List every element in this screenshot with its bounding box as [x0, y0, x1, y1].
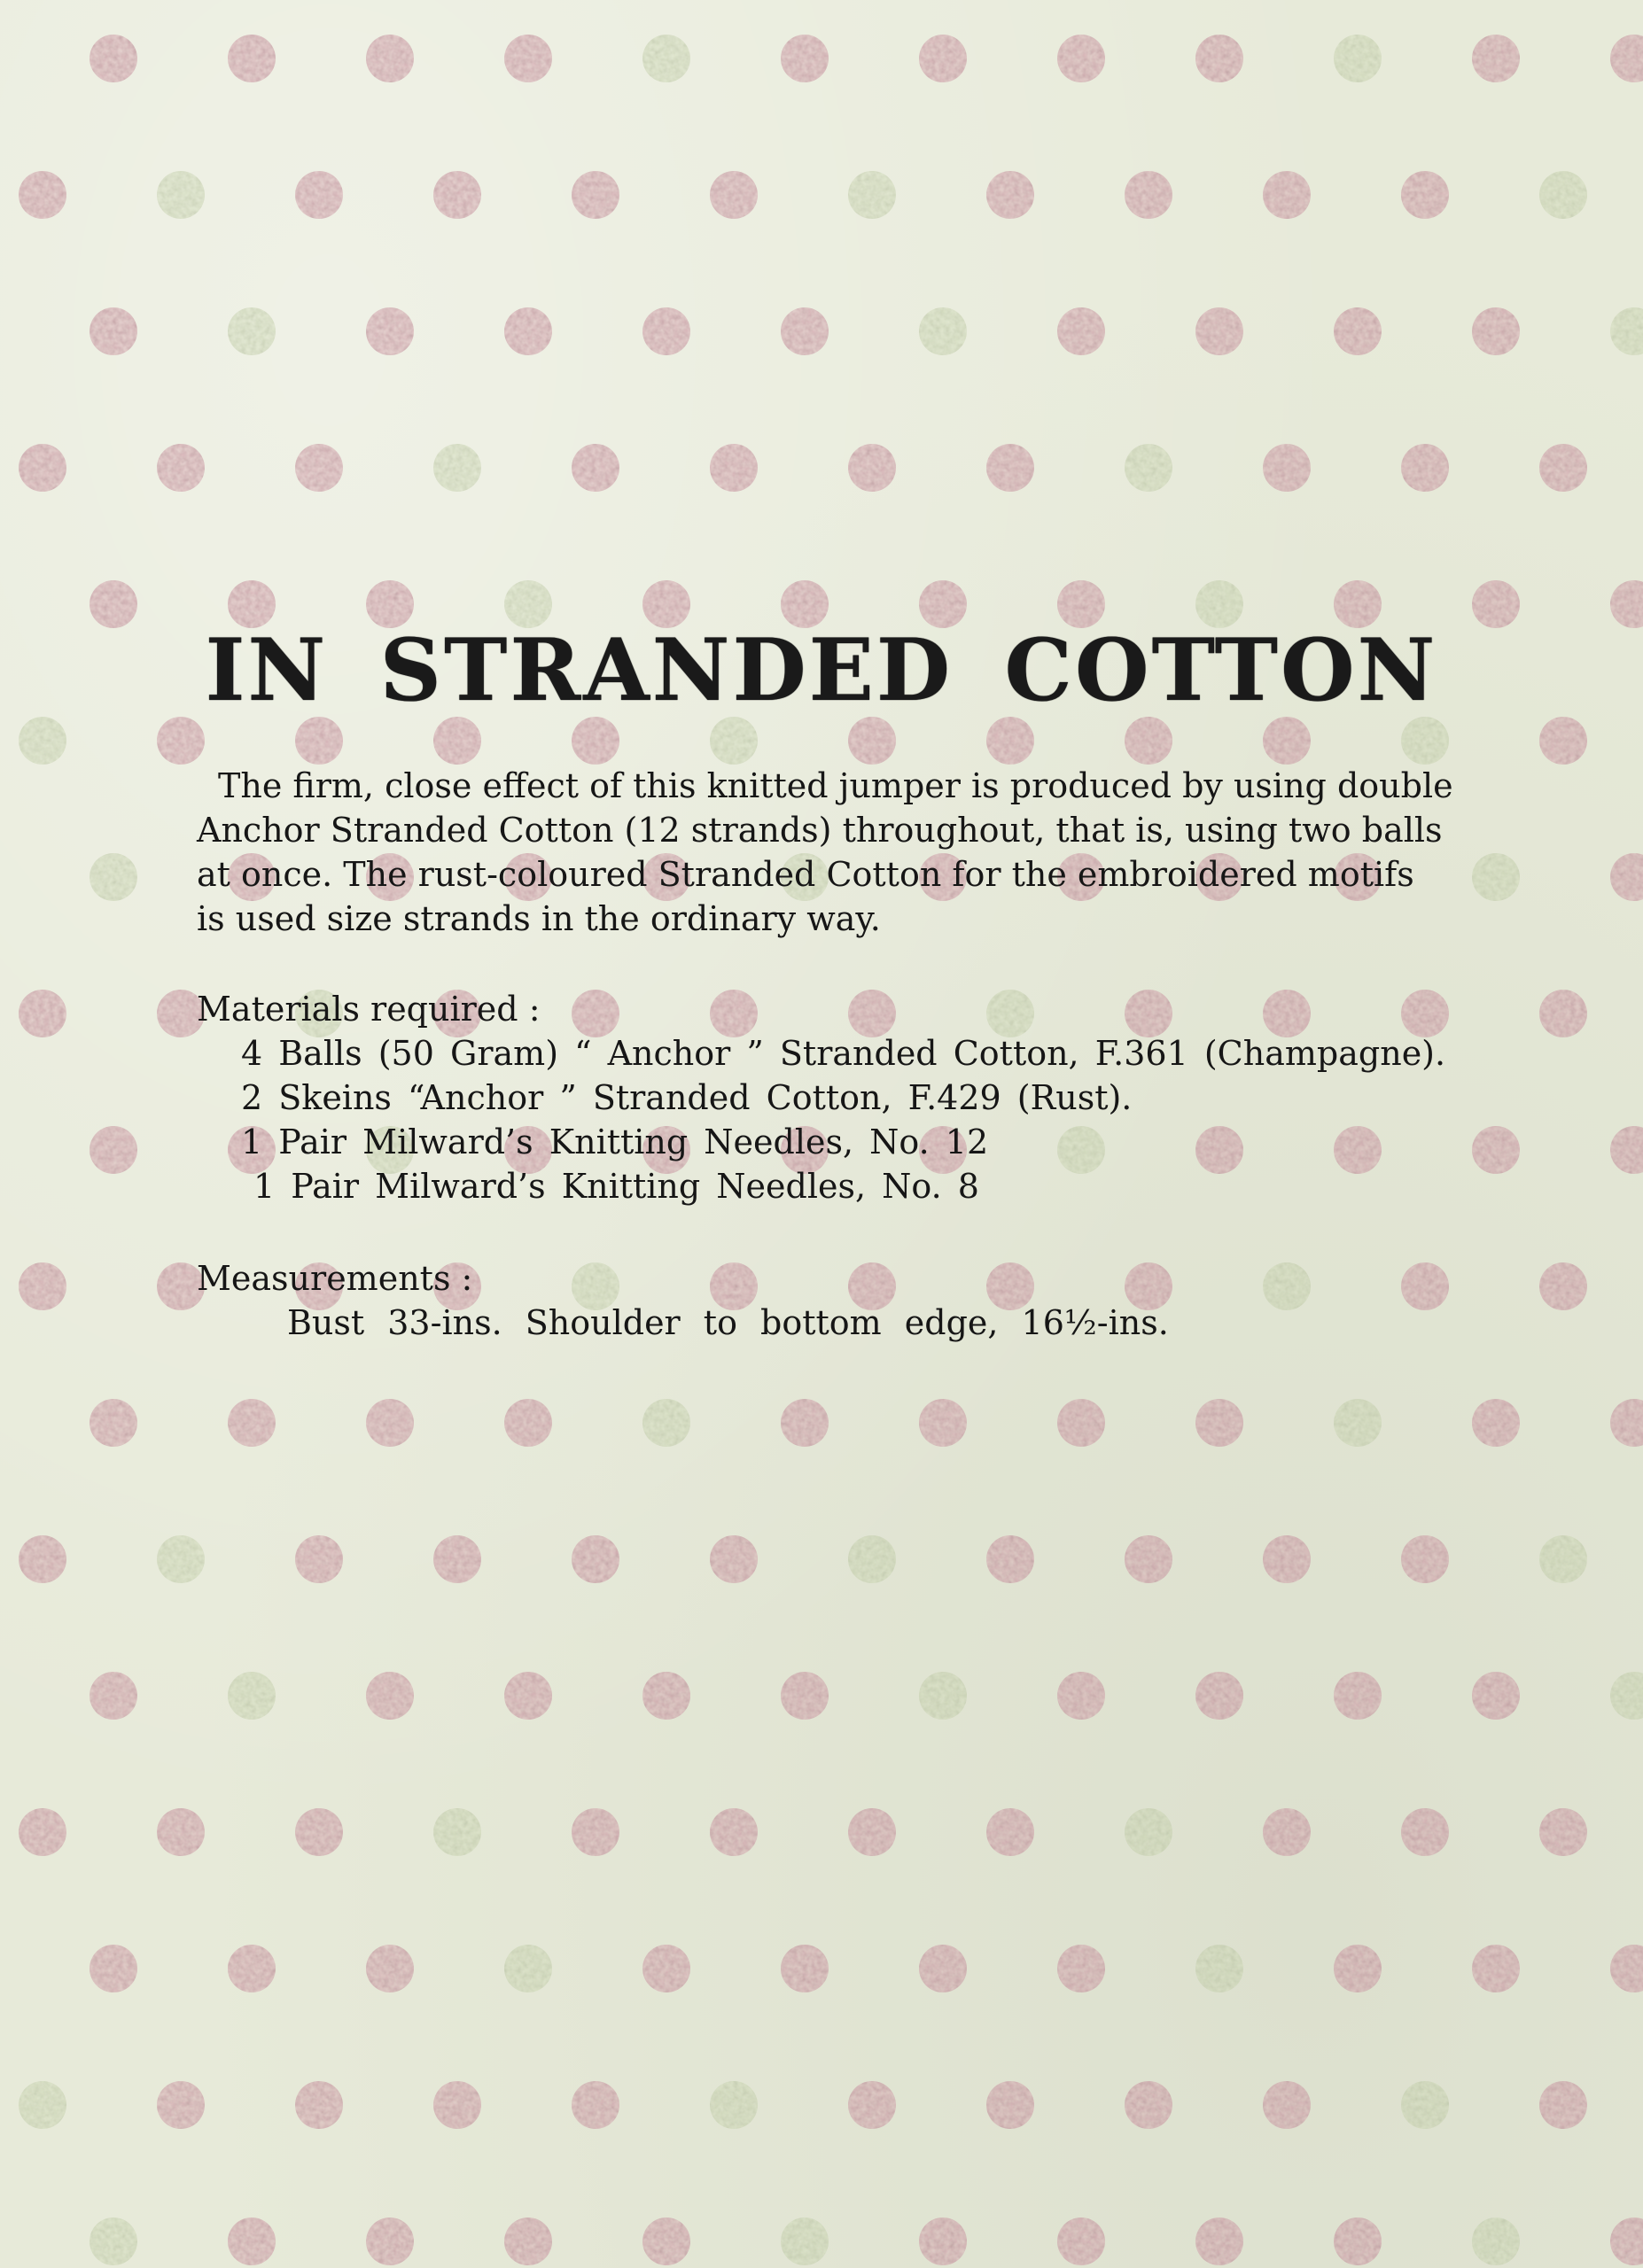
polka-dot [1263, 2081, 1311, 2129]
polka-dot [1401, 1262, 1449, 1310]
polka-dot [19, 171, 66, 219]
polka-dot [90, 307, 137, 355]
polka-dot [572, 717, 619, 765]
polka-dot [1539, 1808, 1587, 1856]
polka-dot [1263, 717, 1311, 765]
polka-dot [1401, 171, 1449, 219]
polka-dot [504, 307, 552, 355]
polka-dot [1610, 2218, 1643, 2265]
polka-dot [1334, 2218, 1382, 2265]
polka-dot [848, 990, 896, 1037]
polka-dot [90, 2218, 137, 2265]
polka-dot [19, 717, 66, 765]
intro-line: is used size strands in the ordinary way. [197, 899, 881, 938]
polka-dot [433, 171, 481, 219]
polka-dot [1334, 1672, 1382, 1720]
polka-dot [572, 1808, 619, 1856]
polka-dot [1125, 1535, 1172, 1583]
polka-dot [19, 1262, 66, 1310]
polka-dot [1610, 853, 1643, 901]
intro-line: Anchor Stranded Cotton (12 strands) throughout, that is, using two balls [197, 811, 1443, 850]
polka-dot [433, 444, 481, 492]
polka-dot [157, 171, 205, 219]
polka-dot [1125, 1808, 1172, 1856]
polka-dot [781, 35, 829, 82]
polka-dot [1263, 171, 1311, 219]
materials-item: 4 Balls (50 Gram) “ Anchor ” Stranded Cotton, F.361 (Champagne). [241, 1034, 1446, 1073]
polka-dot [504, 2218, 552, 2265]
polka-dot [1539, 2081, 1587, 2129]
polka-dot [848, 2081, 896, 2129]
polka-dot [781, 307, 829, 355]
materials-heading: Materials required : [197, 990, 541, 1029]
polka-dot [433, 717, 481, 765]
polka-dot [1472, 2218, 1520, 2265]
polka-dot [1539, 171, 1587, 219]
polka-dot [710, 2081, 758, 2129]
polka-dot [1472, 1399, 1520, 1447]
polka-dot [1610, 1672, 1643, 1720]
polka-dot [90, 35, 137, 82]
measurements-heading: Measurements : [197, 1259, 473, 1298]
polka-dot [1125, 990, 1172, 1037]
polka-dot [919, 1399, 967, 1447]
polka-dot [1195, 1945, 1243, 1992]
polka-dot [1057, 35, 1105, 82]
polka-dot [572, 1535, 619, 1583]
polka-dot [1539, 717, 1587, 765]
polka-dot [1057, 1672, 1105, 1720]
polka-dot [295, 444, 343, 492]
polka-dot [1057, 1399, 1105, 1447]
intro-paragraph [197, 764, 1482, 941]
polka-dot [848, 717, 896, 765]
polka-dot [1610, 307, 1643, 355]
polka-dot [366, 2218, 414, 2265]
polka-dot [642, 307, 690, 355]
polka-dot [1401, 717, 1449, 765]
polka-dot [781, 1672, 829, 1720]
polka-dot [986, 444, 1034, 492]
polka-dot [157, 717, 205, 765]
polka-dot [1472, 307, 1520, 355]
polka-dot [228, 307, 276, 355]
polka-dot [1401, 990, 1449, 1037]
polka-dot [228, 1672, 276, 1720]
polka-dot [1057, 1945, 1105, 1992]
polka-dot [90, 1126, 137, 1174]
intro-line: at once. The rust-coloured Stranded Cotton for the embroidered motifs [197, 855, 1414, 894]
materials-list [241, 1031, 1445, 1208]
materials-item: 1 Pair Milward’s Knitting Needles, No. 12 [241, 1122, 989, 1161]
polka-dot [710, 990, 758, 1037]
polka-dot [1610, 35, 1643, 82]
polka-dot [366, 307, 414, 355]
polka-dot [642, 2218, 690, 2265]
materials-item: 1 Pair Milward’s Knitting Needles, No. 8 [253, 1167, 979, 1206]
polka-dot [1195, 1399, 1243, 1447]
polka-dot [986, 1535, 1034, 1583]
polka-dot [90, 1945, 137, 1992]
polka-dot [642, 1399, 690, 1447]
polka-dot [572, 444, 619, 492]
polka-dot [710, 717, 758, 765]
polka-dot [642, 1672, 690, 1720]
polka-dot [90, 853, 137, 901]
polka-dot [366, 1672, 414, 1720]
polka-dot [1195, 1672, 1243, 1720]
polka-dot [919, 35, 967, 82]
polka-dot [919, 1672, 967, 1720]
polka-dot [1539, 990, 1587, 1037]
polka-dot [1195, 307, 1243, 355]
polka-dot [1334, 1399, 1382, 1447]
polka-dot [986, 990, 1034, 1037]
polka-dot [1472, 1945, 1520, 1992]
polka-dot [295, 1808, 343, 1856]
polka-dot [1263, 444, 1311, 492]
polka-dot [1263, 990, 1311, 1037]
polka-dot [433, 1535, 481, 1583]
polka-dot [710, 444, 758, 492]
polka-dot [295, 171, 343, 219]
polka-dot [919, 1945, 967, 1992]
polka-dot [1539, 1535, 1587, 1583]
polka-dot [433, 2081, 481, 2129]
polka-dot [295, 2081, 343, 2129]
polka-dot [366, 1399, 414, 1447]
polka-dot [710, 1808, 758, 1856]
polka-dot [986, 171, 1034, 219]
polka-dot [1125, 171, 1172, 219]
polka-dot [19, 1808, 66, 1856]
polka-dot [1401, 444, 1449, 492]
polka-dot [986, 1808, 1034, 1856]
polka-dot [710, 1535, 758, 1583]
polka-dot [1539, 1262, 1587, 1310]
polka-dot [295, 1535, 343, 1583]
polka-dot [1401, 1535, 1449, 1583]
polka-dot [228, 2218, 276, 2265]
polka-dot [1401, 2081, 1449, 2129]
polka-dot [366, 1945, 414, 1992]
polka-dot [19, 444, 66, 492]
polka-dot [228, 1399, 276, 1447]
polka-dot [157, 444, 205, 492]
polka-dot [366, 35, 414, 82]
intro-line: The firm, close effect of this knitted jumper is produced by using double [218, 766, 1453, 805]
polka-dot [781, 1945, 829, 1992]
polka-dot [572, 990, 619, 1037]
polka-dot [295, 717, 343, 765]
polka-dot [1195, 2218, 1243, 2265]
polka-dot [1263, 1262, 1311, 1310]
polka-dot [1610, 1399, 1643, 1447]
polka-dot [157, 1535, 205, 1583]
page-title: IN STRANDED COTTON [205, 620, 1438, 720]
polka-dot [642, 35, 690, 82]
polka-dot [228, 35, 276, 82]
polka-dot [1263, 1808, 1311, 1856]
polka-dot [1334, 35, 1382, 82]
polka-dot [1334, 1945, 1382, 1992]
polka-dot [1401, 1808, 1449, 1856]
polka-dot [1125, 717, 1172, 765]
polka-dot [228, 1945, 276, 1992]
polka-dot [504, 35, 552, 82]
polka-dot [1539, 444, 1587, 492]
polka-dot [781, 2218, 829, 2265]
polka-dot [1057, 307, 1105, 355]
polka-dot [19, 990, 66, 1037]
polka-dot [1334, 307, 1382, 355]
polka-dot [1125, 2081, 1172, 2129]
polka-dot [781, 1399, 829, 1447]
polka-dot [157, 2081, 205, 2129]
polka-dot [986, 2081, 1034, 2129]
polka-dot [504, 1672, 552, 1720]
polka-dot [90, 1672, 137, 1720]
polka-dot [90, 1399, 137, 1447]
polka-dot [1472, 1126, 1520, 1174]
polka-dot [1472, 35, 1520, 82]
polka-dot [433, 1808, 481, 1856]
polka-dot [572, 171, 619, 219]
polka-dot [504, 1399, 552, 1447]
polka-dot [1125, 444, 1172, 492]
polka-dot [919, 2218, 967, 2265]
polka-dot [1610, 1126, 1643, 1174]
polka-dot [710, 171, 758, 219]
polka-dot [848, 1808, 896, 1856]
polka-dot [157, 1808, 205, 1856]
polka-dot [1057, 2218, 1105, 2265]
polka-dot [19, 2081, 66, 2129]
polka-dot [572, 2081, 619, 2129]
polka-dot [848, 1535, 896, 1583]
polka-dot [919, 307, 967, 355]
polka-dot [986, 717, 1034, 765]
polka-dot [642, 1945, 690, 1992]
polka-dot [1472, 1672, 1520, 1720]
polka-dot [848, 171, 896, 219]
polka-dot [504, 1945, 552, 1992]
polka-dot [19, 1535, 66, 1583]
polka-dot [1263, 1535, 1311, 1583]
polka-dot [1195, 35, 1243, 82]
polka-dot [1610, 1945, 1643, 1992]
polka-dot [848, 444, 896, 492]
measurements-line: Bust 33-ins. Shoulder to bottom edge, 16½-ins. [287, 1303, 1169, 1342]
materials-item: 2 Skeins “Anchor ” Stranded Cotton, F.429 (Rust). [241, 1078, 1133, 1117]
